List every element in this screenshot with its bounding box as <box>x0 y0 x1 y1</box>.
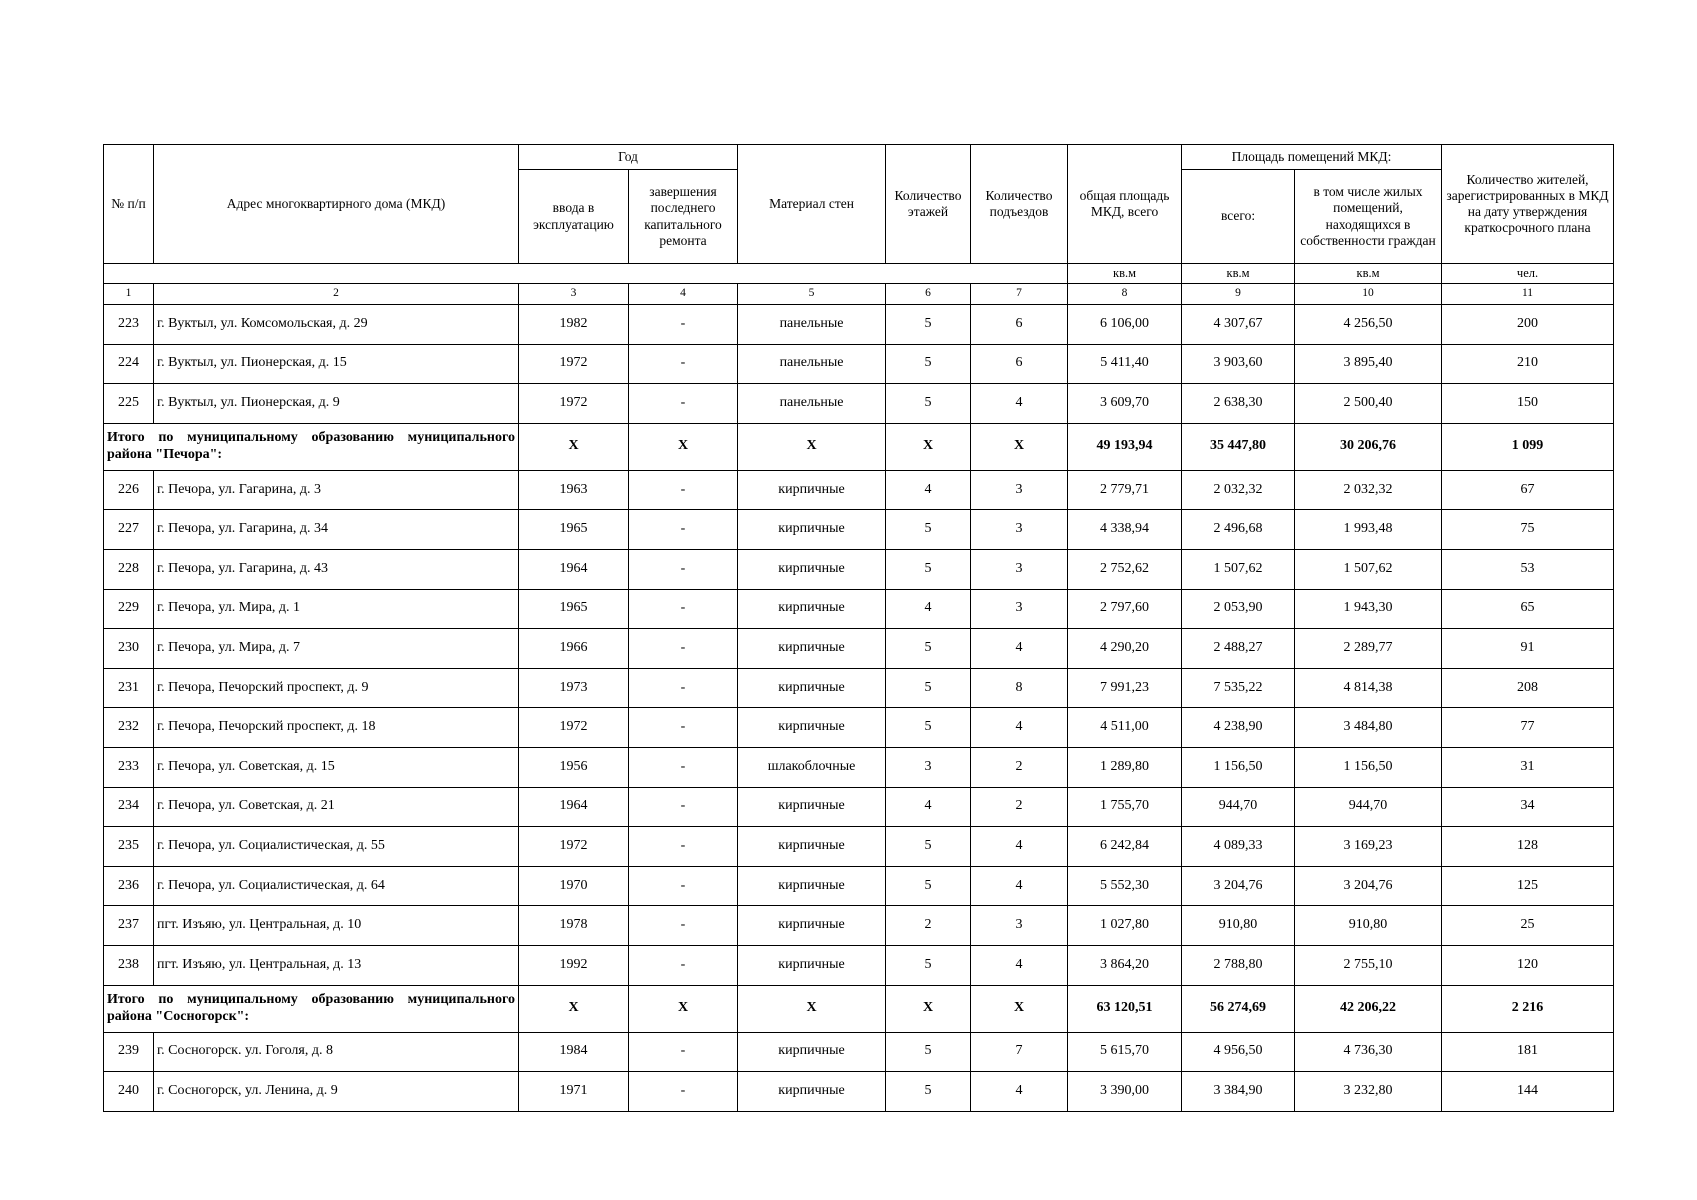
total-area-cell: 3 390,00 <box>1068 1072 1182 1112</box>
header-num: № п/п <box>104 145 154 264</box>
area-private-cell: 1 156,50 <box>1295 747 1442 787</box>
total-area-cell: 6 242,84 <box>1068 827 1182 867</box>
residents-cell: 200 <box>1442 305 1614 345</box>
column-number: 7 <box>971 284 1068 305</box>
year-repair-cell: - <box>629 1032 738 1072</box>
total-area-cell: 6 106,00 <box>1068 305 1182 345</box>
header-year-repair: завершения последнего капитального ремонта <box>629 170 738 264</box>
year-commission-cell: 1964 <box>519 549 629 589</box>
row-number: 223 <box>104 305 154 345</box>
entrances-cell: 6 <box>971 344 1068 384</box>
entrances-cell: 4 <box>971 708 1068 748</box>
subtotal-row <box>104 985 1614 1032</box>
floors-cell: 5 <box>886 866 971 906</box>
entrances-cell: 3 <box>971 549 1068 589</box>
area-all-cell: 1 156,50 <box>1182 747 1295 787</box>
year-repair-cell: - <box>629 629 738 669</box>
row-number: 239 <box>104 1032 154 1072</box>
wall-material-cell: кирпичные <box>738 866 886 906</box>
wall-material-cell: кирпичные <box>738 1072 886 1112</box>
row-number: 230 <box>104 629 154 669</box>
area-all-cell: 3 204,76 <box>1182 866 1295 906</box>
wall-material-cell: кирпичные <box>738 549 886 589</box>
address-cell: г. Печора, ул. Социалистическая, д. 55 <box>154 827 519 867</box>
year-repair-cell: - <box>629 589 738 629</box>
area-private-cell: 4 256,50 <box>1295 305 1442 345</box>
total-area-cell: 2 752,62 <box>1068 549 1182 589</box>
row-number: 224 <box>104 344 154 384</box>
row-number: 228 <box>104 549 154 589</box>
column-number: 2 <box>154 284 519 305</box>
entrances-cell: 4 <box>971 1072 1068 1112</box>
address-cell: пгт. Изъяю, ул. Центральная, д. 10 <box>154 906 519 946</box>
year-commission-cell: 1984 <box>519 1032 629 1072</box>
header-total-area: общая площадь МКД, всего <box>1068 145 1182 264</box>
residents-cell: 31 <box>1442 747 1614 787</box>
year-repair-cell: - <box>629 549 738 589</box>
area-private-cell: 1 507,62 <box>1295 549 1442 589</box>
area-private-cell: 42 206,22 <box>1295 985 1442 1032</box>
wall-material-cell: кирпичные <box>738 1032 886 1072</box>
row-number: 227 <box>104 510 154 550</box>
area-private-cell: 2 755,10 <box>1295 945 1442 985</box>
table-row <box>104 747 1614 787</box>
total-area-cell: 1 027,80 <box>1068 906 1182 946</box>
column-number: 3 <box>519 284 629 305</box>
column-number: 8 <box>1068 284 1182 305</box>
column-number: 9 <box>1182 284 1295 305</box>
year-commission-cell: 1972 <box>519 708 629 748</box>
year-commission-cell: X <box>519 423 629 470</box>
table-row <box>104 668 1614 708</box>
unit-area-all: кв.м <box>1182 264 1295 284</box>
residents-cell: 77 <box>1442 708 1614 748</box>
residents-cell: 53 <box>1442 549 1614 589</box>
header-address: Адрес многоквартирного дома (МКД) <box>154 145 519 264</box>
area-all-cell: 2 053,90 <box>1182 589 1295 629</box>
residents-cell: 210 <box>1442 344 1614 384</box>
row-number: 240 <box>104 1072 154 1112</box>
residents-cell: 128 <box>1442 827 1614 867</box>
year-commission-cell: 1971 <box>519 1072 629 1112</box>
floors-cell: 5 <box>886 668 971 708</box>
table-row <box>104 589 1614 629</box>
units-blank <box>104 264 1068 284</box>
housing-register-table <box>103 144 1614 1112</box>
year-repair-cell: - <box>629 906 738 946</box>
year-commission-cell: 1965 <box>519 589 629 629</box>
area-all-cell: 7 535,22 <box>1182 668 1295 708</box>
residents-cell: 125 <box>1442 866 1614 906</box>
unit-residents: чел. <box>1442 264 1614 284</box>
area-all-cell: 1 507,62 <box>1182 549 1295 589</box>
area-private-cell: 1 993,48 <box>1295 510 1442 550</box>
residents-cell: 75 <box>1442 510 1614 550</box>
floors-cell: 5 <box>886 945 971 985</box>
address-cell: г. Сосногорск. ул. Гоголя, д. 8 <box>154 1032 519 1072</box>
column-number: 5 <box>738 284 886 305</box>
area-all-cell: 3 903,60 <box>1182 344 1295 384</box>
residents-cell: 208 <box>1442 668 1614 708</box>
column-number: 6 <box>886 284 971 305</box>
residents-cell: 150 <box>1442 384 1614 424</box>
year-repair-cell: - <box>629 510 738 550</box>
area-all-cell: 56 274,69 <box>1182 985 1295 1032</box>
table-row <box>104 305 1614 345</box>
row-number: 238 <box>104 945 154 985</box>
total-area-cell: 49 193,94 <box>1068 423 1182 470</box>
entrances-cell: 4 <box>971 866 1068 906</box>
header-entrances: Количество подъездов <box>971 145 1068 264</box>
residents-cell: 144 <box>1442 1072 1614 1112</box>
area-private-cell: 3 895,40 <box>1295 344 1442 384</box>
year-repair-cell: - <box>629 470 738 510</box>
wall-material-cell: панельные <box>738 305 886 345</box>
year-repair-cell: X <box>629 423 738 470</box>
table-row <box>104 344 1614 384</box>
header-year-commission: ввода в эксплуатацию <box>519 170 629 264</box>
total-area-cell: 2 779,71 <box>1068 470 1182 510</box>
row-number: 232 <box>104 708 154 748</box>
entrances-cell: 3 <box>971 589 1068 629</box>
residents-cell: 120 <box>1442 945 1614 985</box>
entrances-cell: 2 <box>971 787 1068 827</box>
entrances-cell: 4 <box>971 384 1068 424</box>
subtotal-label: Итого по муниципальному образованию муниципального района "Печора": <box>104 423 519 470</box>
year-repair-cell: - <box>629 305 738 345</box>
residents-cell: 65 <box>1442 589 1614 629</box>
table-row <box>104 549 1614 589</box>
wall-material-cell: кирпичные <box>738 668 886 708</box>
floors-cell: 5 <box>886 305 971 345</box>
area-private-cell: 2 289,77 <box>1295 629 1442 669</box>
table-row <box>104 470 1614 510</box>
floors-cell: 5 <box>886 827 971 867</box>
address-cell: г. Вуктыл, ул. Комсомольская, д. 29 <box>154 305 519 345</box>
floors-cell: X <box>886 985 971 1032</box>
area-all-cell: 2 788,80 <box>1182 945 1295 985</box>
wall-material-cell: панельные <box>738 384 886 424</box>
residents-cell: 91 <box>1442 629 1614 669</box>
row-number: 233 <box>104 747 154 787</box>
wall-material-cell: кирпичные <box>738 945 886 985</box>
year-commission-cell: 1970 <box>519 866 629 906</box>
address-cell: г. Печора, ул. Мира, д. 1 <box>154 589 519 629</box>
wall-material-cell: кирпичные <box>738 827 886 867</box>
column-number-row <box>104 284 1614 305</box>
year-commission-cell: 1972 <box>519 344 629 384</box>
floors-cell: 4 <box>886 589 971 629</box>
wall-material-cell: кирпичные <box>738 906 886 946</box>
area-all-cell: 2 638,30 <box>1182 384 1295 424</box>
row-number: 237 <box>104 906 154 946</box>
subtotal-row <box>104 423 1614 470</box>
entrances-cell: 8 <box>971 668 1068 708</box>
year-commission-cell: 1956 <box>519 747 629 787</box>
total-area-cell: 4 511,00 <box>1068 708 1182 748</box>
residents-cell: 2 216 <box>1442 985 1614 1032</box>
entrances-cell: 3 <box>971 906 1068 946</box>
year-commission-cell: 1982 <box>519 305 629 345</box>
entrances-cell: 3 <box>971 470 1068 510</box>
address-cell: г. Печора, ул. Гагарина, д. 43 <box>154 549 519 589</box>
area-private-cell: 4 814,38 <box>1295 668 1442 708</box>
area-private-cell: 30 206,76 <box>1295 423 1442 470</box>
entrances-cell: 2 <box>971 747 1068 787</box>
table-row <box>104 384 1614 424</box>
entrances-cell: X <box>971 985 1068 1032</box>
floors-cell: 5 <box>886 1072 971 1112</box>
year-repair-cell: - <box>629 945 738 985</box>
area-private-cell: 944,70 <box>1295 787 1442 827</box>
year-repair-cell: - <box>629 708 738 748</box>
floors-cell: 5 <box>886 344 971 384</box>
subtotal-label: Итого по муниципальному образованию муниципального района "Сосногорск": <box>104 985 519 1032</box>
year-repair-cell: - <box>629 668 738 708</box>
table-row <box>104 787 1614 827</box>
year-repair-cell: - <box>629 827 738 867</box>
table-row <box>104 906 1614 946</box>
year-repair-cell: - <box>629 787 738 827</box>
wall-material-cell: кирпичные <box>738 470 886 510</box>
area-all-cell: 4 089,33 <box>1182 827 1295 867</box>
floors-cell: 3 <box>886 747 971 787</box>
address-cell: г. Печора, ул. Гагарина, д. 3 <box>154 470 519 510</box>
total-area-cell: 7 991,23 <box>1068 668 1182 708</box>
total-area-cell: 5 552,30 <box>1068 866 1182 906</box>
wall-material-cell: панельные <box>738 344 886 384</box>
total-area-cell: 1 289,80 <box>1068 747 1182 787</box>
unit-area-private: кв.м <box>1295 264 1442 284</box>
row-number: 236 <box>104 866 154 906</box>
year-commission-cell: X <box>519 985 629 1032</box>
column-number: 1 <box>104 284 154 305</box>
total-area-cell: 1 755,70 <box>1068 787 1182 827</box>
header-area-all: всего: <box>1182 170 1295 264</box>
row-number: 235 <box>104 827 154 867</box>
year-commission-cell: 1972 <box>519 384 629 424</box>
address-cell: пгт. Изъяю, ул. Центральная, д. 13 <box>154 945 519 985</box>
floors-cell: 4 <box>886 787 971 827</box>
table-row <box>104 866 1614 906</box>
column-number: 10 <box>1295 284 1442 305</box>
year-repair-cell: - <box>629 344 738 384</box>
area-all-cell: 4 307,67 <box>1182 305 1295 345</box>
row-number: 225 <box>104 384 154 424</box>
year-commission-cell: 1966 <box>519 629 629 669</box>
table-row <box>104 629 1614 669</box>
address-cell: г. Вуктыл, ул. Пионерская, д. 9 <box>154 384 519 424</box>
column-number: 4 <box>629 284 738 305</box>
area-all-cell: 2 032,32 <box>1182 470 1295 510</box>
total-area-cell: 2 797,60 <box>1068 589 1182 629</box>
area-all-cell: 910,80 <box>1182 906 1295 946</box>
header-residents: Количество жителей, зарегистрированных в МКД на дату утверждения краткосрочного плана <box>1442 145 1614 264</box>
area-private-cell: 2 032,32 <box>1295 470 1442 510</box>
wall-material-cell: кирпичные <box>738 787 886 827</box>
entrances-cell: 3 <box>971 510 1068 550</box>
area-private-cell: 910,80 <box>1295 906 1442 946</box>
address-cell: г. Печора, ул. Гагарина, д. 34 <box>154 510 519 550</box>
wall-material-cell: кирпичные <box>738 510 886 550</box>
unit-total-area: кв.м <box>1068 264 1182 284</box>
entrances-cell: 6 <box>971 305 1068 345</box>
residents-cell: 67 <box>1442 470 1614 510</box>
wall-material-cell: X <box>738 985 886 1032</box>
wall-material-cell: X <box>738 423 886 470</box>
area-all-cell: 944,70 <box>1182 787 1295 827</box>
area-all-cell: 35 447,80 <box>1182 423 1295 470</box>
row-number: 226 <box>104 470 154 510</box>
floors-cell: 5 <box>886 510 971 550</box>
floors-cell: 4 <box>886 470 971 510</box>
wall-material-cell: кирпичные <box>738 629 886 669</box>
area-private-cell: 4 736,30 <box>1295 1032 1442 1072</box>
area-all-cell: 3 384,90 <box>1182 1072 1295 1112</box>
address-cell: г. Печора, ул. Мира, д. 7 <box>154 629 519 669</box>
year-commission-cell: 1965 <box>519 510 629 550</box>
floors-cell: 5 <box>886 1032 971 1072</box>
wall-material-cell: кирпичные <box>738 708 886 748</box>
total-area-cell: 4 338,94 <box>1068 510 1182 550</box>
table-row <box>104 1032 1614 1072</box>
row-number: 234 <box>104 787 154 827</box>
address-cell: г. Сосногорск, ул. Ленина, д. 9 <box>154 1072 519 1112</box>
year-commission-cell: 1964 <box>519 787 629 827</box>
entrances-cell: 4 <box>971 827 1068 867</box>
total-area-cell: 4 290,20 <box>1068 629 1182 669</box>
area-private-cell: 3 169,23 <box>1295 827 1442 867</box>
table-row <box>104 1072 1614 1112</box>
area-private-cell: 1 943,30 <box>1295 589 1442 629</box>
header-floors: Количество этажей <box>886 145 971 264</box>
entrances-cell: 7 <box>971 1032 1068 1072</box>
address-cell: г. Печора, ул. Советская, д. 15 <box>154 747 519 787</box>
entrances-cell: X <box>971 423 1068 470</box>
total-area-cell: 63 120,51 <box>1068 985 1182 1032</box>
entrances-cell: 4 <box>971 629 1068 669</box>
floors-cell: 5 <box>886 384 971 424</box>
area-private-cell: 3 232,80 <box>1295 1072 1442 1112</box>
year-repair-cell: - <box>629 1072 738 1112</box>
address-cell: г. Печора, ул. Социалистическая, д. 64 <box>154 866 519 906</box>
address-cell: г. Печора, Печорский проспект, д. 18 <box>154 708 519 748</box>
area-private-cell: 3 484,80 <box>1295 708 1442 748</box>
table-row <box>104 708 1614 748</box>
area-all-cell: 4 956,50 <box>1182 1032 1295 1072</box>
row-number: 231 <box>104 668 154 708</box>
area-all-cell: 2 488,27 <box>1182 629 1295 669</box>
year-repair-cell: X <box>629 985 738 1032</box>
residents-cell: 34 <box>1442 787 1614 827</box>
address-cell: г. Вуктыл, ул. Пионерская, д. 15 <box>154 344 519 384</box>
residents-cell: 181 <box>1442 1032 1614 1072</box>
address-cell: г. Печора, ул. Советская, д. 21 <box>154 787 519 827</box>
area-all-cell: 4 238,90 <box>1182 708 1295 748</box>
year-commission-cell: 1972 <box>519 827 629 867</box>
year-commission-cell: 1992 <box>519 945 629 985</box>
address-cell: г. Печора, Печорский проспект, д. 9 <box>154 668 519 708</box>
header-year-group: Год <box>519 145 738 170</box>
year-commission-cell: 1973 <box>519 668 629 708</box>
header-area-group: Площадь помещений МКД: <box>1182 145 1442 170</box>
total-area-cell: 5 615,70 <box>1068 1032 1182 1072</box>
year-repair-cell: - <box>629 747 738 787</box>
area-all-cell: 2 496,68 <box>1182 510 1295 550</box>
year-commission-cell: 1963 <box>519 470 629 510</box>
total-area-cell: 3 864,20 <box>1068 945 1182 985</box>
year-repair-cell: - <box>629 866 738 906</box>
area-private-cell: 2 500,40 <box>1295 384 1442 424</box>
floors-cell: X <box>886 423 971 470</box>
wall-material-cell: кирпичные <box>738 589 886 629</box>
floors-cell: 5 <box>886 708 971 748</box>
floors-cell: 5 <box>886 549 971 589</box>
column-number: 11 <box>1442 284 1614 305</box>
area-private-cell: 3 204,76 <box>1295 866 1442 906</box>
table-row <box>104 510 1614 550</box>
total-area-cell: 3 609,70 <box>1068 384 1182 424</box>
floors-cell: 5 <box>886 629 971 669</box>
year-repair-cell: - <box>629 384 738 424</box>
row-number: 229 <box>104 589 154 629</box>
residents-cell: 25 <box>1442 906 1614 946</box>
header-wall-material: Материал стен <box>738 145 886 264</box>
table-row <box>104 945 1614 985</box>
residents-cell: 1 099 <box>1442 423 1614 470</box>
header-area-private: в том числе жилых помещений, находящихся в собственности граждан <box>1295 170 1442 264</box>
year-commission-cell: 1978 <box>519 906 629 946</box>
entrances-cell: 4 <box>971 945 1068 985</box>
total-area-cell: 5 411,40 <box>1068 344 1182 384</box>
wall-material-cell: шлакоблочные <box>738 747 886 787</box>
table-row <box>104 827 1614 867</box>
floors-cell: 2 <box>886 906 971 946</box>
